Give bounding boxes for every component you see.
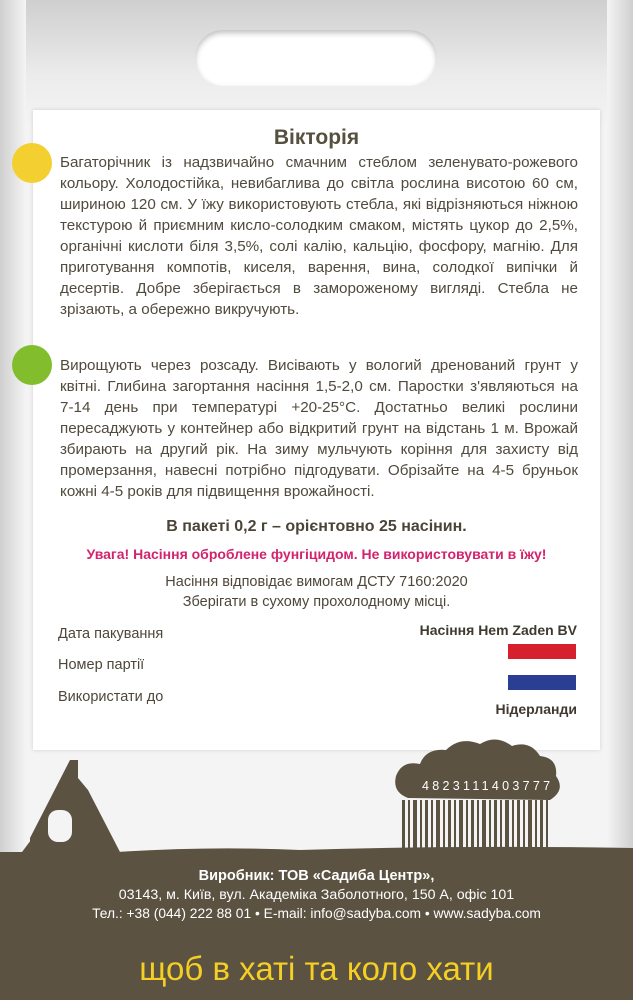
variety-title: Вікторія [273, 126, 360, 149]
supplier-country: Нідерланди [495, 701, 577, 717]
pack-date-label: Дата пакування [58, 626, 164, 642]
growing-instructions: Вирощують через розсаду. Висівають у вологий дренований грунт у квітні. Глибина загортання насіння 1,5-2,0 см. Паростки з'являються на 7-14 день при температурі +20-25°С. Достатньо великі рослини пересаджують у контейнер або відкритий грунт на відстань 1 м. Врожай збирають на другий рік. На зиму мульчують коріння для захисту від промерзання, навесні потрібно підгодувати. Обрізайте на 4-5 бруньок кожні 4-5 років для підвищення врожайності. [60, 357, 578, 500]
fungicide-warning: Увага! Насіння оброблене фунгіцидом. Не використовувати в їжу! [86, 546, 547, 562]
storage-note: Зберігати в сухому прохолодному місці. [182, 594, 451, 610]
variety-description: Багаторічник із надзвичайно смачним стеблом зеленувато-рожевого кольору. Холодостійка, невибаглива до світла рослина висотою 60 см, шириною 120 см. У їжу використовують стебла, які відрізняються ніжною текстурою й приємним кисло-солодким смаком, містять цукор до 2,5%, органічні кислоти біля 3,5%, солі калію, кальцію, фосфору, магнію. Для приготування компотів, киселя, варення, вина, солодкої випічки й десертів. Добре зберігається в замороженому вигляді. Стебла не зрізають, а обережно викручують. [60, 154, 578, 318]
manufacturer-contacts: Тел.: +38 (044) 222 88 01 • E-mail: info@sadyba.com • www.sadyba.com [92, 906, 541, 921]
manufacturer-address: 03143, м. Київ, вул. Академіка Заболотного, 150 А, офіс 101 [118, 887, 515, 903]
house-icon [22, 760, 120, 852]
batch-number-label: Номер партії [58, 657, 145, 673]
brand-slogan: щоб в хаті та коло хати [139, 950, 494, 987]
manufacturer-name: Виробник: ТОВ «Садиба Центр», [198, 868, 435, 884]
supplier-name: Насіння Hem Zaden BV [419, 622, 577, 638]
standard-compliance: Насіння відповідає вимогам ДСТУ 7160:2020 [165, 574, 468, 590]
packet-amount: В пакеті 0,2 г – орієнтовно 25 насінин. [166, 518, 467, 535]
use-by-label: Використати до [58, 689, 164, 705]
barcode-number: 4823111403777 [422, 779, 554, 793]
